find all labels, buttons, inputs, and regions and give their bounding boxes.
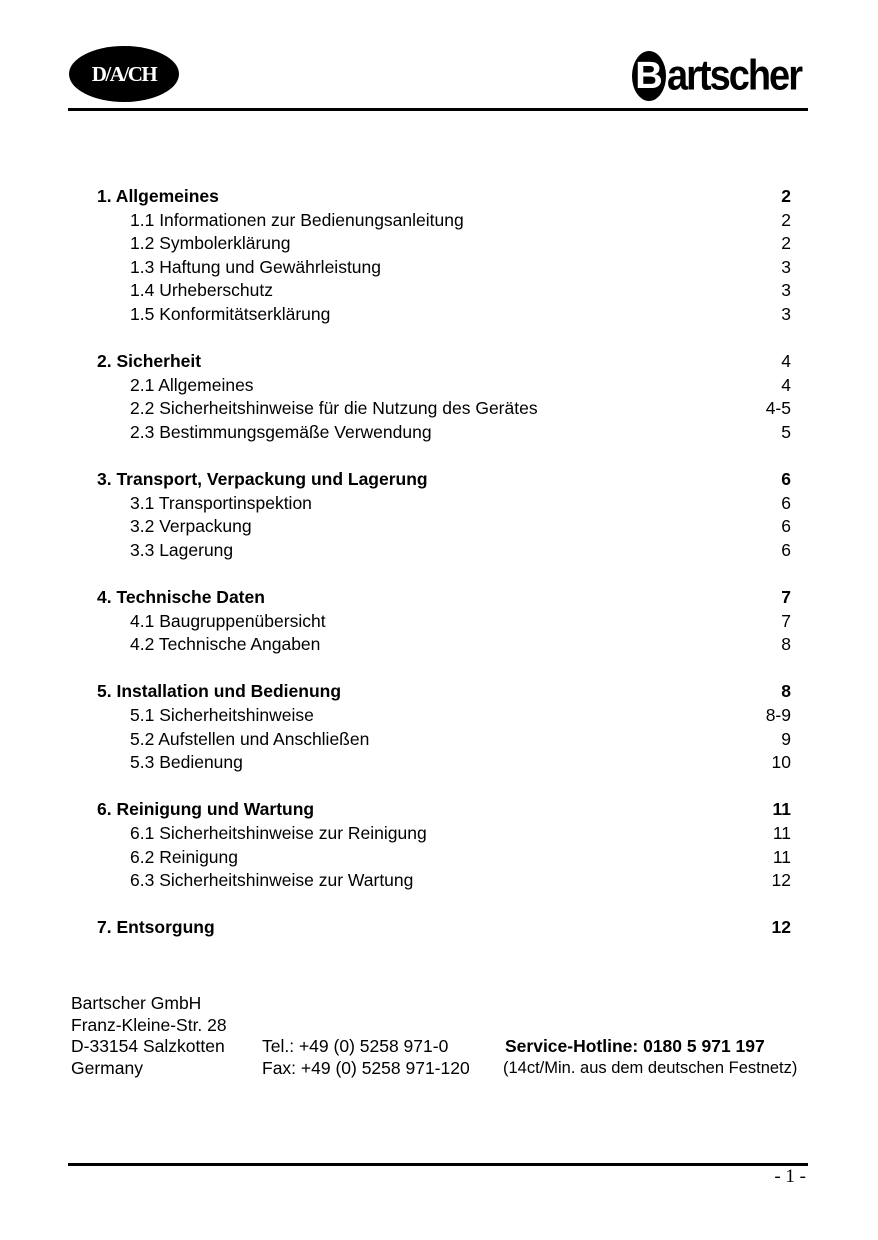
toc-entry-page: 2 [781,209,791,230]
toc-entry-page: 3 [781,280,791,301]
toc-chapter-page: 6 [781,469,791,490]
toc-entry-title: 2.2 Sicherheitshinweise für die Nutzung des Gerätes [130,398,538,419]
toc-entry-title: 5.3 Bedienung [130,752,243,773]
page-number: - 1 - [774,1166,806,1187]
toc-entry-title: 1.2 Symbolerklärung [130,233,291,254]
logo-letter-b: B [632,51,666,101]
toc-entry-page: 12 [771,870,791,891]
toc-entry-page: 8-9 [765,705,791,726]
toc-chapter-title: 5. Installation und Bedienung [97,681,342,702]
toc-entry-page: 4-5 [765,398,791,419]
toc-entry-title: 3.3 Lagerung [130,539,234,560]
toc-entry-row [97,209,791,233]
toc-entry-page: 5 [781,421,791,442]
service-hotline: Service-Hotline: 0180 5 971 197 [505,1036,765,1056]
toc-chapter-row [97,916,791,940]
toc-entry-row [97,539,791,563]
header-rule [68,108,808,111]
region-badge [69,46,179,102]
toc-chapter-row [97,798,791,822]
toc-chapter-row [97,185,791,209]
toc-chapter-page: 2 [781,186,791,206]
toc-entry-row [97,492,791,516]
service-info [505,1036,797,1079]
toc-entry-page: 10 [771,752,791,773]
toc-entry-title: 4.1 Baugruppenübersicht [130,610,326,631]
toc-entry-row [97,869,791,893]
toc-chapter-row [97,586,791,610]
toc-entry-title: 1.4 Urheberschutz [130,280,273,301]
toc-section [97,798,791,892]
toc-chapter-page: 12 [771,917,791,938]
toc-section [97,586,791,657]
toc-entry-row [97,515,791,539]
service-hotline-note: (14ct/Min. aus dem deutschen Festnetz) [503,1058,798,1077]
toc-entry-page: 6 [781,492,791,513]
toc-entry-page: 11 [772,846,791,867]
toc-entry-title: 1.3 Haftung und Gewährleistung [130,256,381,277]
toc-entry-page: 3 [781,256,791,277]
company-tel: Tel.: +49 (0) 5258 971-0 [262,1036,449,1056]
toc-entry-row [97,610,791,634]
toc-entry-row [97,633,791,657]
toc-chapter-page: 8 [781,681,791,702]
toc-chapter-title: 4. Technische Daten [97,587,265,608]
toc-chapter-title: 6. Reinigung und Wartung [97,799,315,820]
company-fax: Fax: +49 (0) 5258 971-120 [262,1057,470,1078]
toc-section [97,916,791,940]
toc-entry-page: 7 [781,610,791,631]
company-city: D-33154 Salzkotten [71,1036,225,1056]
toc-entry-row [97,846,791,870]
toc-entry-row [97,374,791,398]
toc-entry-page: 4 [781,374,791,395]
toc-entry-page: 6 [781,516,791,537]
company-country: Germany [71,1057,143,1078]
toc-chapter-title: 3. Transport, Verpackung und Lagerung [97,469,428,490]
bartscher-logo [632,48,804,104]
toc-entry-page: 2 [781,233,791,254]
toc-entry-title: 3.2 Verpackung [130,516,252,537]
toc-section [97,680,791,774]
toc-entry-row [97,279,791,303]
toc-chapter-title: 7. Entsorgung [97,917,215,938]
toc-chapter-title: 2. Sicherheit [97,351,202,372]
toc-chapter-title: 1. Allgemeines [97,186,219,206]
toc-entry-page: 9 [781,728,791,749]
toc-entry-row [97,728,791,752]
toc-entry-row [97,822,791,846]
toc-entry-page: 6 [781,539,791,560]
toc-chapter-row [97,350,791,374]
toc-section [97,350,791,444]
toc-chapter-row [97,680,791,704]
table-of-contents [97,185,791,964]
toc-entry-page: 11 [772,823,791,844]
toc-entry-title: 3.1 Transportinspektion [130,492,312,513]
toc-entry-title: 1.1 Informationen zur Bedienungsanleitung [130,209,464,230]
toc-section [97,468,791,562]
toc-entry-row [97,397,791,421]
region-badge-text: D/A/CH [91,61,157,86]
company-contact [262,1036,470,1079]
company-street: Franz-Kleine-Str. 28 [71,1014,227,1035]
toc-chapter-page: 11 [772,799,791,820]
toc-chapter-page: 4 [781,351,791,372]
toc-entry-row [97,232,791,256]
company-address [71,993,227,1079]
toc-entry-row [97,303,791,327]
toc-entry-title: 4.2 Technische Angaben [130,634,321,655]
toc-entry-title: 5.1 Sicherheitshinweise [130,705,314,726]
toc-entry-title: 1.5 Konformitätserklärung [130,303,331,324]
toc-entry-title: 6.3 Sicherheitshinweise zur Wartung [130,870,414,891]
toc-entry-row [97,751,791,775]
toc-entry-title: 6.2 Reinigung [130,846,238,867]
toc-chapter-row [97,468,791,492]
toc-entry-title: 2.3 Bestimmungsgemäße Verwendung [130,421,432,442]
toc-entry-row [97,256,791,280]
toc-entry-page: 3 [781,303,791,324]
toc-entry-title: 5.2 Aufstellen und Anschließen [130,728,370,749]
footer-rule [68,1163,808,1166]
toc-entry-title: 2.1 Allgemeines [130,374,254,395]
toc-chapter-page: 7 [781,587,791,608]
company-name: Bartscher GmbH [71,993,202,1013]
toc-entry-title: 6.1 Sicherheitshinweise zur Reinigung [130,823,427,844]
logo-wordmark: artscher [667,51,801,99]
toc-entry-row [97,421,791,445]
toc-entry-page: 8 [781,634,791,655]
toc-section [97,185,791,327]
toc-entry-row [97,704,791,728]
